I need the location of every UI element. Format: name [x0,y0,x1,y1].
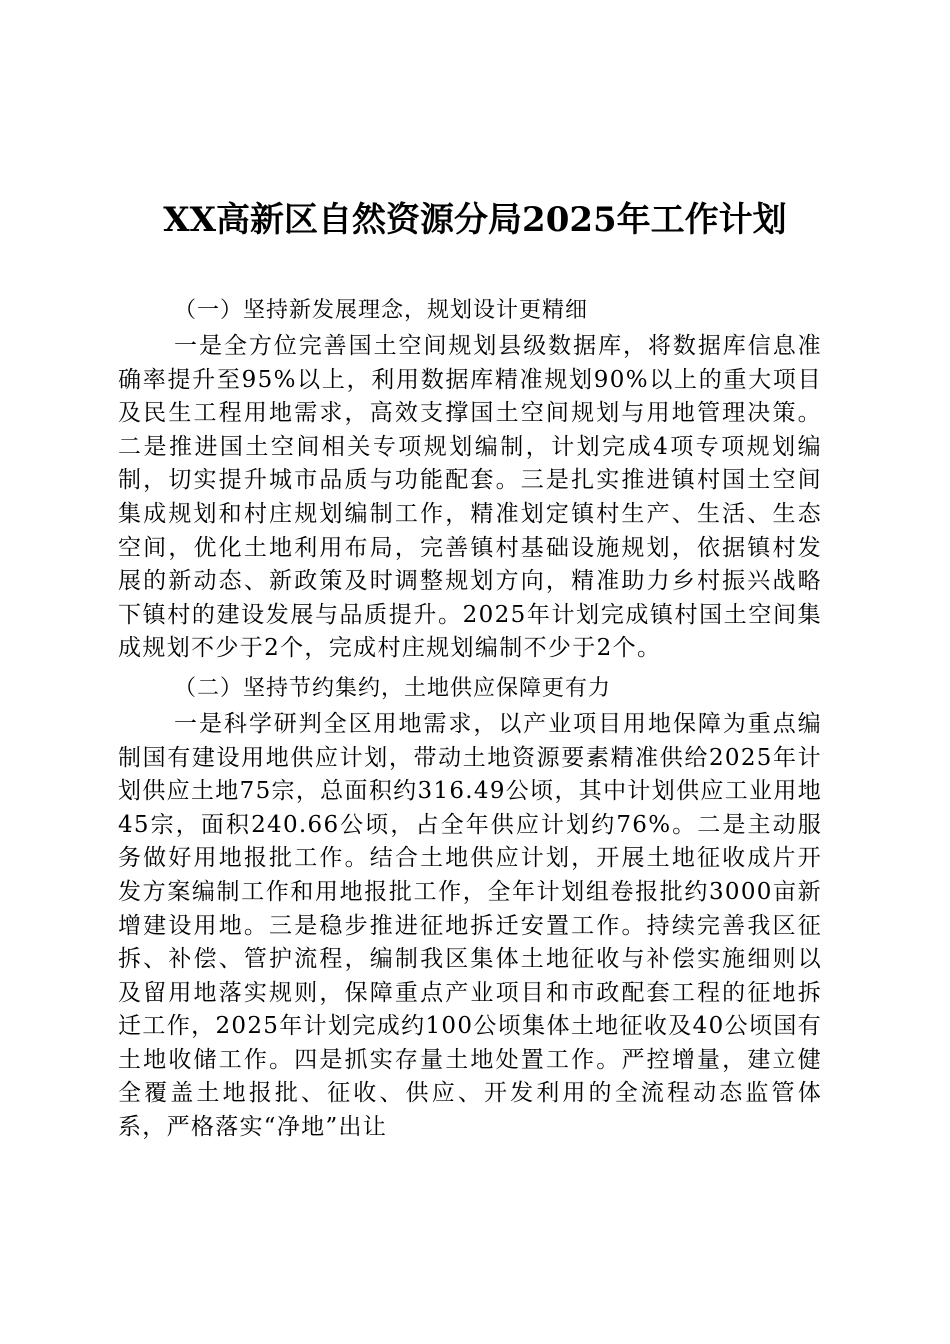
section-heading-2: （二）坚持节约集约，土地供应保障更有力 [174,675,612,701]
section-paragraph-1: 一是全方位完善国土空间规划县级数据库，将数据库信息准确率提升至95%以上，利用数据库精准规划90%以上的重大项目及民生工程用地需求，高效支撑国土空间规划与用地管理决策。二是推进国土空间相关专项规划编制，计划完成4项专项规划编制，切实提升城市品质与功能配套。三是扎实推进镇村国土空间集成规划和村庄规划编制工作，精准划定镇村生产、生活、生态空间，优化土地利用布局，完善镇村基础设施规划，依据镇村发展的新动态、新政策及时调整规划方向，精准助力乡村振兴战略下镇村的建设发展与品质提升。2025年计划完成镇村国土空间集成规划不少于2个，完成村庄规划编制不少于2个。 [118,333,822,662]
document-title: XX高新区自然资源分局2025年工作计划 [163,200,787,240]
section-paragraph-2: 一是科学研判全区用地需求，以产业项目用地保障为重点编制国有建设用地供应计划，带动土地资源要素精准供给2025年计划供应土地75宗，总面积约316.49公顷，其中计划供应工业用地45宗，面积240.66公顷，占全年供应计划约76%。二是主动服务做好用地报批工作。结合土地供应计划，开展土地征收成片开发方案编制工作和用地报批工作，全年计划组卷报批约3000亩新增建设用地。三是稳步推进征地拆迁安置工作。持续完善我区征拆、补偿、管护流程，编制我区集体土地征收与补偿实施细则以及留用地落实规则，保障重点产业项目和市政配套工程的征地拆迁工作，2025年计划完成约100公顷集体土地征收及40公顷国有土地收储工作。四是抓实存量土地处置工作。严控增量，建立健全覆盖土地报批、征收、供应、开发利用的全流程动态监管体系，严格落实“净地”出让 [118,710,822,1141]
document-body [118,291,822,1145]
section-heading-1: （一）坚持新发展理念，规划设计更精细 [174,298,589,323]
